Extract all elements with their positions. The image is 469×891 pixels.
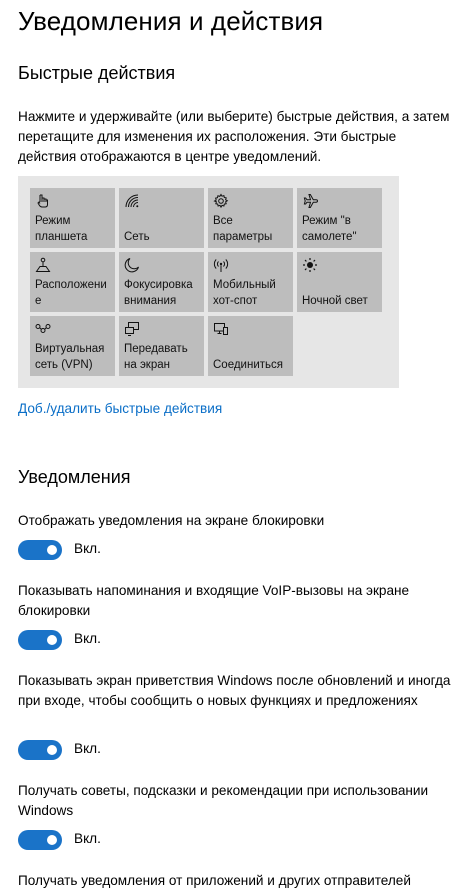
tile-location[interactable] <box>30 252 115 312</box>
toggle-state-label: Вкл. <box>74 631 101 646</box>
quick-actions-panel <box>18 176 399 388</box>
tile-label: Виртуальная сеть (VPN) <box>35 343 105 371</box>
vpn-icon <box>35 321 51 337</box>
setting-tips-label: Получать советы, подсказки и рекомендации при использовании Windows <box>18 783 429 818</box>
page-title: Уведомления и действия <box>18 6 324 36</box>
tips-toggle[interactable] <box>18 830 62 850</box>
tile-project[interactable] <box>119 316 204 376</box>
tile-mobile-hotspot[interactable] <box>208 252 293 312</box>
hotspot-icon <box>213 257 229 273</box>
quick-actions-heading: Быстрые действия <box>18 63 176 83</box>
toggle-knob <box>47 635 57 645</box>
tile-label: Передавать на экран <box>124 343 188 371</box>
tile-label: Сеть <box>124 231 150 243</box>
tile-label: Режим планшета <box>35 215 88 243</box>
tile-network[interactable] <box>119 188 204 248</box>
toggle-state-label: Вкл. <box>74 831 101 846</box>
location-icon <box>35 257 51 273</box>
sun-icon <box>302 257 318 273</box>
network-icon <box>124 193 140 209</box>
tablet-mode-icon <box>35 193 51 209</box>
airplane-icon <box>302 193 318 209</box>
tile-label: Режим "в самолете" <box>302 215 357 243</box>
tile-label: Мобильный хот-спот <box>213 279 276 307</box>
tile-label: Расположени е <box>35 279 107 307</box>
tile-label: Ночной свет <box>302 295 368 307</box>
tile-focus-assist[interactable] <box>119 252 204 312</box>
tile-vpn[interactable] <box>30 316 115 376</box>
voip-reminders-toggle[interactable] <box>18 630 62 650</box>
connect-icon <box>213 321 229 337</box>
tile-tablet-mode[interactable] <box>30 188 115 248</box>
welcome-experience-toggle[interactable] <box>18 740 62 760</box>
tile-label: Фокусировка внимания <box>124 279 193 307</box>
moon-icon <box>124 257 140 273</box>
add-remove-quick-actions-link[interactable]: Доб./удалить быстрые действия <box>18 401 223 416</box>
tile-night-light[interactable] <box>297 252 382 312</box>
toggle-knob <box>47 545 57 555</box>
setting-lock-screen-notifications-label: Отображать уведомления на экране блокировки <box>18 513 325 528</box>
tile-airplane-mode[interactable] <box>297 188 382 248</box>
toggle-state-label: Вкл. <box>74 741 101 756</box>
toggle-knob <box>47 835 57 845</box>
tile-all-settings[interactable] <box>208 188 293 248</box>
quick-actions-description: Нажмите и удерживайте (или выберите) быстрые действия, а затем перетащите для изменения их расположения. Эти быстрые действия отображаются в центре уведомлений. <box>18 109 450 164</box>
setting-welcome-experience-label: Показывать экран приветствия Windows после обновлений и иногда при входе, чтобы сообщить о новых функциях и предложениях <box>18 673 451 708</box>
gear-icon <box>213 193 229 209</box>
toggle-knob <box>47 745 57 755</box>
tile-connect[interactable] <box>208 316 293 376</box>
tile-label: Соединиться <box>213 359 283 371</box>
notifications-heading: Уведомления <box>18 467 131 487</box>
toggle-state-label: Вкл. <box>74 541 101 556</box>
tile-label: Все параметры <box>213 215 273 243</box>
project-icon <box>124 321 140 337</box>
setting-app-notifications-label: Получать уведомления от приложений и других отправителей <box>18 873 411 888</box>
lock-screen-notifications-toggle[interactable] <box>18 540 62 560</box>
setting-voip-reminders-label: Показывать напоминания и входящие VoIP-вызовы на экране блокировки <box>18 583 410 618</box>
